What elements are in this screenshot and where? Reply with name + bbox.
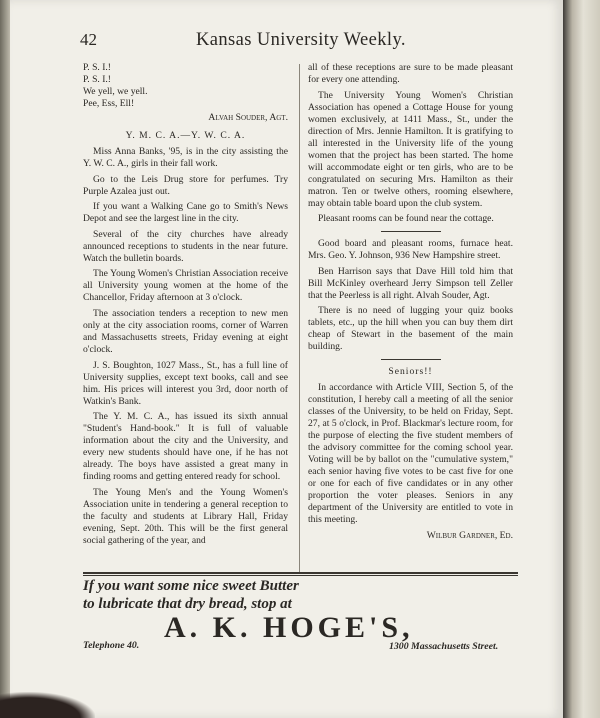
- news-paragraph: Ben Harrison says that Dave Hill told him that Bill McKinley overheard Jerry Simpson tell Zeller that the Peerless is all right. Alvah Souder, Agt.: [308, 265, 513, 301]
- page-header: [80, 30, 520, 54]
- news-paragraph: There is no need of lugging your quiz books tablets, etc., up the hill when you can buy them dirt cheap of Stewart in the basement of the main building.: [308, 305, 513, 353]
- ad-address: 1300 Massachusetts Street.: [389, 641, 499, 652]
- news-paragraph: The Young Women's Christian Association receive all University young women at the home of the Chancellor, Friday afternoon at 3 o'clock.: [83, 268, 288, 304]
- news-paragraph: all of these receptions are sure to be made pleasant for every one attending.: [308, 62, 513, 85]
- book-page-edge: [563, 0, 600, 718]
- thumb-shadow: [0, 692, 95, 718]
- left-column: [83, 62, 288, 550]
- cheer-line: Pee, Ess, Ell!: [83, 98, 135, 109]
- news-paragraph: Pleasant rooms can be found near the cottage.: [318, 213, 494, 225]
- news-paragraph: Several of the city churches have already announced receptions to students in the near future. Watch the bulletin boards.: [83, 228, 288, 264]
- journal-title: Kansas University Weekly.: [196, 30, 406, 50]
- news-paragraph: If you want a Walking Cane go to Smith's News Depot and see the largest line in the city.: [83, 201, 288, 225]
- ad-business-name: A. K. HOGE'S,: [164, 611, 414, 644]
- news-paragraph: The Y. M. C. A., has issued its sixth annual "Student's Hand-book." It is full of valuable information about the city and the University, and every new students should have one, if he has not already. The boys have assisted a great many in finding rooms and getting entered ready for school.: [83, 411, 288, 483]
- section-heading: Y. M. C. A.—Y. W. C. A.: [125, 130, 246, 141]
- ad-tagline-1: If you want some nice sweet Butter: [83, 578, 299, 594]
- cheer-line: P. S. I.!: [83, 74, 111, 85]
- ad-telephone: Telephone 40.: [83, 640, 140, 651]
- seniors-signature: Wilbur Gardner, Ed.: [426, 529, 513, 541]
- page-number: 42: [80, 30, 97, 49]
- news-paragraph: The University Young Women's Christian Association has opened a Cottage House for young women exclusively, at 1411 Mass., St., under the direction of Mrs. Jennie Hamilton. It is gratifying to all interested in the University life of the young women that the project has been started. The home will accommodate eight or ten girls, who are to be congratulated on securing Mrs. Hamilton as their matron. Ten or twelve others, rooming elsewhere, may obtain table board upon the club system.: [308, 89, 513, 209]
- column-divider: [299, 64, 300, 574]
- news-paragraph: Good board and pleasant rooms, furnace heat. Mrs. Geo. Y. Johnson, 936 New Hampshire street.: [308, 238, 513, 262]
- section-divider: [381, 359, 441, 360]
- right-column: [308, 62, 513, 548]
- advertisement-rule: [83, 575, 518, 576]
- news-paragraph: Miss Anna Banks, '95, is in the city assisting the Y. W. C. A., girls in their fall work.: [83, 146, 288, 169]
- cheer-line: P. S. I.!: [83, 62, 111, 73]
- cheer-signature: Alvah Souder, Agt.: [208, 112, 288, 123]
- news-paragraph: Go to the Leis Drug store for perfumes. Try Purple Azalea just out.: [83, 173, 288, 197]
- cheer-line: We yell, we yell.: [83, 86, 148, 97]
- seniors-heading: Seniors!!: [388, 366, 433, 378]
- news-paragraph: The association tenders a reception to new men only at the city association rooms, corner of Warren and Massachusetts streets, Friday evening at eight o'clock.: [83, 307, 288, 355]
- news-paragraph: The Young Men's and the Young Women's Association unite in tendering a general reception to the faculty and students at Library Hall, Friday evening, Sept. 20th. This will be the first general social gathering of the year, and: [83, 486, 288, 546]
- ad-tagline-2: to lubricate that dry bread, stop at: [83, 596, 292, 612]
- advertisement-rule: [83, 572, 518, 574]
- news-paragraph: J. S. Boughton, 1027 Mass., St., has a full line of University supplies, except text books, call and see him. His prices will interest you 3rd, door north of Watkin's Bank.: [83, 359, 288, 407]
- book-binding: [0, 0, 10, 718]
- seniors-notice: In accordance with Article VIII, Section 5, of the constitution, I hereby call a meeting of all the senior classes of the University, to be held on Friday, Sept. 27, at 5 o'clock, in Prof. Blackmar's lecture room, for the purpose of electing the five student members of the advisory committee for the coming school year. Voting will be by ballot on the "cumulative system," each senior having five votes to be cast five for one or one for each of five candidates or in any other proportion the voter pleases. Seniors in any department of the University are entitled to vote in this meeting.: [308, 382, 513, 526]
- section-divider: [381, 231, 441, 232]
